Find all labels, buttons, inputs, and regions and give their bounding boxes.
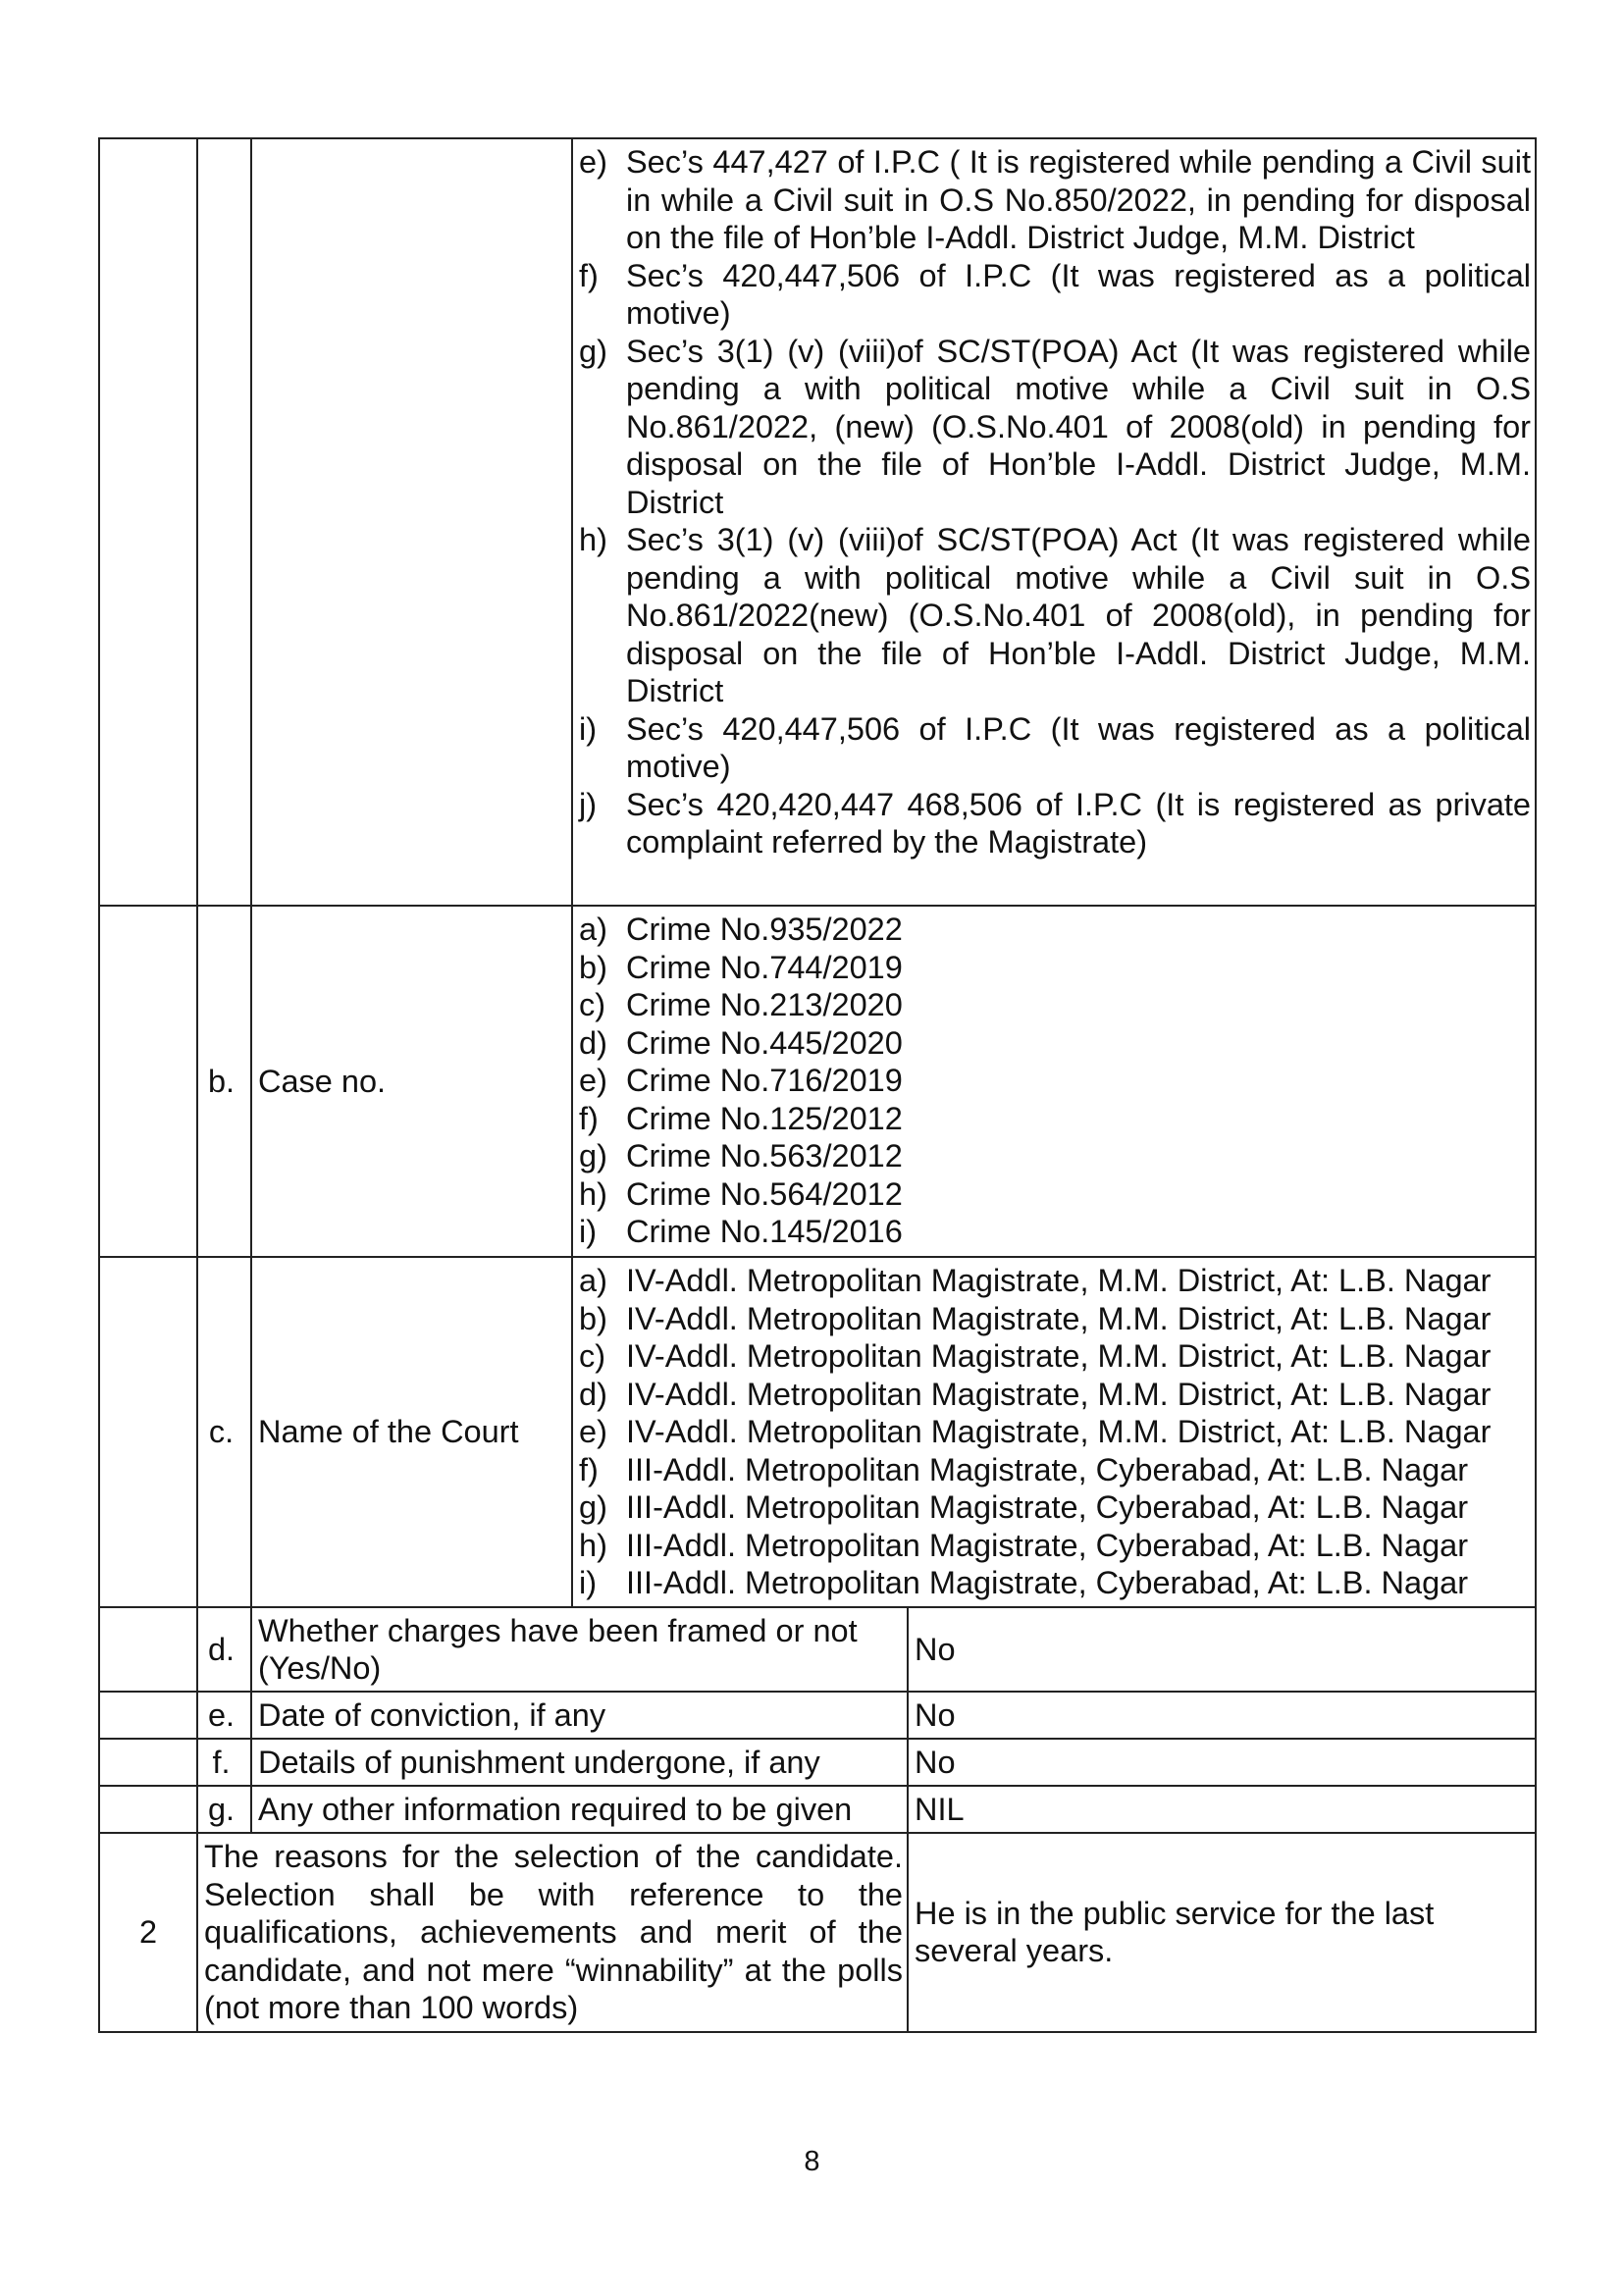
row-number-cell bbox=[99, 138, 197, 906]
list-text: Crime No.563/2012 bbox=[626, 1138, 903, 1174]
list-marker: j) bbox=[579, 786, 598, 822]
list-item bbox=[573, 1376, 1535, 1414]
disclosure-table bbox=[98, 137, 1537, 2033]
sections-list bbox=[573, 143, 1535, 861]
row-number-cell bbox=[99, 1607, 197, 1692]
table-row-charges-framed bbox=[99, 1607, 1536, 1692]
row-label: Date of conviction, if any bbox=[251, 1692, 908, 1739]
row-value: No bbox=[908, 1607, 1536, 1692]
table-row-case-no bbox=[99, 906, 1536, 1257]
list-marker: e) bbox=[579, 1063, 607, 1098]
list-marker: i) bbox=[579, 1214, 598, 1249]
list-marker: g) bbox=[579, 333, 607, 369]
table-row-conviction-date bbox=[99, 1692, 1536, 1739]
list-marker: c) bbox=[579, 1338, 606, 1374]
list-text: Sec’s 3(1) (v) (viii)of SC/ST(POA) Act (It was registered while pending a with political motive while a Civil suit in O.S No.861/2022(new) (O.S.No.401 of 2008(old), in pending for disposal on the file of Hon’ble I-Addl. District Judge, M.M. District bbox=[626, 522, 1531, 708]
list-marker: e) bbox=[579, 1414, 607, 1449]
list-item bbox=[573, 1413, 1535, 1451]
list-marker: h) bbox=[579, 1175, 607, 1212]
case-no-cell bbox=[572, 906, 1536, 1257]
row-number-cell bbox=[99, 1692, 197, 1739]
row-number: 2 bbox=[99, 1833, 197, 2032]
list-text: Crime No.213/2020 bbox=[626, 987, 903, 1022]
list-text: Crime No.716/2019 bbox=[626, 1063, 903, 1098]
list-text: IV-Addl. Metropolitan Magistrate, M.M. District, At: L.B. Nagar bbox=[626, 1414, 1492, 1449]
list-marker: a) bbox=[579, 1263, 607, 1298]
list-item bbox=[573, 257, 1535, 333]
list-text: Sec’s 3(1) (v) (viii)of SC/ST(POA) Act (It was registered while pending a with political motive while a Civil suit in O.S No.861/2022, (new) (O.S.No.401 of 2008(old) in pending for disposal on the file of Hon’ble I-Addl. District Judge, M.M. District bbox=[626, 333, 1531, 520]
court-name-list bbox=[573, 1262, 1535, 1602]
list-text: Crime No.564/2012 bbox=[626, 1175, 903, 1212]
row-label: The reasons for the selection of the candidate. Selection shall be with reference to the qualifications, achievements and merit of the candidate, and not mere “winnability” at the polls (not more than 100 words) bbox=[197, 1833, 908, 2032]
list-text: III-Addl. Metropolitan Magistrate, Cyberabad, At: L.B. Nagar bbox=[626, 1565, 1469, 1600]
row-value: No bbox=[908, 1739, 1536, 1786]
row-label-cell bbox=[251, 138, 572, 906]
row-label: Whether charges have been framed or not (Yes/No) bbox=[251, 1607, 908, 1692]
list-item bbox=[573, 1213, 1535, 1251]
list-marker: d) bbox=[579, 1024, 607, 1061]
list-item bbox=[573, 986, 1535, 1024]
row-label: Name of the Court bbox=[251, 1257, 572, 1607]
row-value: No bbox=[908, 1692, 1536, 1739]
list-marker: g) bbox=[579, 1489, 607, 1525]
list-item bbox=[573, 911, 1535, 949]
list-text: Sec’s 420,447,506 of I.P.C (It was registered as a political motive) bbox=[626, 257, 1531, 331]
row-letter: c. bbox=[197, 1257, 251, 1607]
list-item bbox=[573, 1564, 1535, 1602]
row-letter: f. bbox=[197, 1739, 251, 1786]
case-no-list bbox=[573, 911, 1535, 1251]
list-item bbox=[573, 1137, 1535, 1175]
list-marker: g) bbox=[579, 1138, 607, 1174]
list-marker: f) bbox=[579, 1451, 599, 1487]
list-text: IV-Addl. Metropolitan Magistrate, M.M. District, At: L.B. Nagar bbox=[626, 1376, 1492, 1412]
table-row-other-info bbox=[99, 1786, 1536, 1833]
sections-cell bbox=[572, 138, 1536, 906]
list-text: III-Addl. Metropolitan Magistrate, Cyberabad, At: L.B. Nagar bbox=[626, 1451, 1469, 1487]
list-marker: f) bbox=[579, 257, 599, 293]
table-row-punishment bbox=[99, 1739, 1536, 1786]
list-text: Crime No.125/2012 bbox=[626, 1100, 903, 1136]
row-value: He is in the public service for the last several years. bbox=[908, 1833, 1536, 2032]
list-text: III-Addl. Metropolitan Magistrate, Cyberabad, At: L.B. Nagar bbox=[626, 1489, 1469, 1525]
row-number-cell bbox=[99, 906, 197, 1257]
list-item bbox=[573, 1527, 1535, 1565]
row-label: Details of punishment undergone, if any bbox=[251, 1739, 908, 1786]
row-letter: b. bbox=[197, 906, 251, 1257]
list-marker: f) bbox=[579, 1100, 599, 1136]
list-marker: b) bbox=[579, 949, 607, 985]
row-number-cell bbox=[99, 1739, 197, 1786]
table-row-case-sections bbox=[99, 138, 1536, 906]
row-letter-cell bbox=[197, 138, 251, 906]
list-item bbox=[573, 786, 1535, 861]
court-name-cell bbox=[572, 1257, 1536, 1607]
row-label: Any other information required to be given bbox=[251, 1786, 908, 1833]
list-marker: e) bbox=[579, 144, 607, 180]
page-number: 8 bbox=[804, 2146, 820, 2177]
list-item bbox=[573, 143, 1535, 257]
list-text: Sec’s 420,447,506 of I.P.C (It was registered as a political motive) bbox=[626, 710, 1531, 784]
table-row-court-name bbox=[99, 1257, 1536, 1607]
list-text: IV-Addl. Metropolitan Magistrate, M.M. District, At: L.B. Nagar bbox=[626, 1263, 1492, 1298]
list-item bbox=[573, 333, 1535, 522]
list-item bbox=[573, 1024, 1535, 1063]
list-text: Sec’s 447,427 of I.P.C ( It is registered while pending a Civil suit in while a Civil suit in O.S No.850/2022, in pending for disposal on the file of Hon’ble I-Addl. District Judge, M.M. District bbox=[626, 144, 1531, 255]
list-marker: i) bbox=[579, 1565, 598, 1600]
list-item bbox=[573, 1300, 1535, 1338]
row-letter: d. bbox=[197, 1607, 251, 1692]
row-number-cell bbox=[99, 1786, 197, 1833]
list-text: IV-Addl. Metropolitan Magistrate, M.M. District, At: L.B. Nagar bbox=[626, 1338, 1492, 1374]
list-marker: a) bbox=[579, 912, 607, 947]
list-item bbox=[573, 521, 1535, 710]
row-value: NIL bbox=[908, 1786, 1536, 1833]
list-text: III-Addl. Metropolitan Magistrate, Cyberabad, At: L.B. Nagar bbox=[626, 1527, 1469, 1563]
list-marker: d) bbox=[579, 1376, 607, 1412]
list-text: Crime No.145/2016 bbox=[626, 1214, 903, 1249]
list-text: Sec’s 420,420,447 468,506 of I.P.C (It is registered as private complaint referred by the Magistrate) bbox=[626, 786, 1531, 860]
list-text: IV-Addl. Metropolitan Magistrate, M.M. District, At: L.B. Nagar bbox=[626, 1300, 1492, 1336]
list-text: Crime No.744/2019 bbox=[626, 949, 903, 985]
list-item bbox=[573, 710, 1535, 786]
list-item bbox=[573, 1337, 1535, 1376]
list-item bbox=[573, 1100, 1535, 1138]
list-marker: c) bbox=[579, 987, 606, 1022]
list-item bbox=[573, 1262, 1535, 1300]
row-number-cell bbox=[99, 1257, 197, 1607]
list-marker: h) bbox=[579, 522, 607, 557]
list-item bbox=[573, 1062, 1535, 1100]
list-item bbox=[573, 949, 1535, 987]
list-marker: h) bbox=[579, 1527, 607, 1563]
row-letter: g. bbox=[197, 1786, 251, 1833]
list-item bbox=[573, 1488, 1535, 1527]
list-text: Crime No.935/2022 bbox=[626, 912, 903, 947]
table-row-selection-reasons bbox=[99, 1833, 1536, 2032]
row-letter: e. bbox=[197, 1692, 251, 1739]
list-item bbox=[573, 1175, 1535, 1214]
row-label: Case no. bbox=[251, 906, 572, 1257]
list-marker: i) bbox=[579, 710, 598, 747]
list-text: Crime No.445/2020 bbox=[626, 1024, 903, 1061]
list-marker: b) bbox=[579, 1300, 607, 1336]
list-item bbox=[573, 1451, 1535, 1489]
